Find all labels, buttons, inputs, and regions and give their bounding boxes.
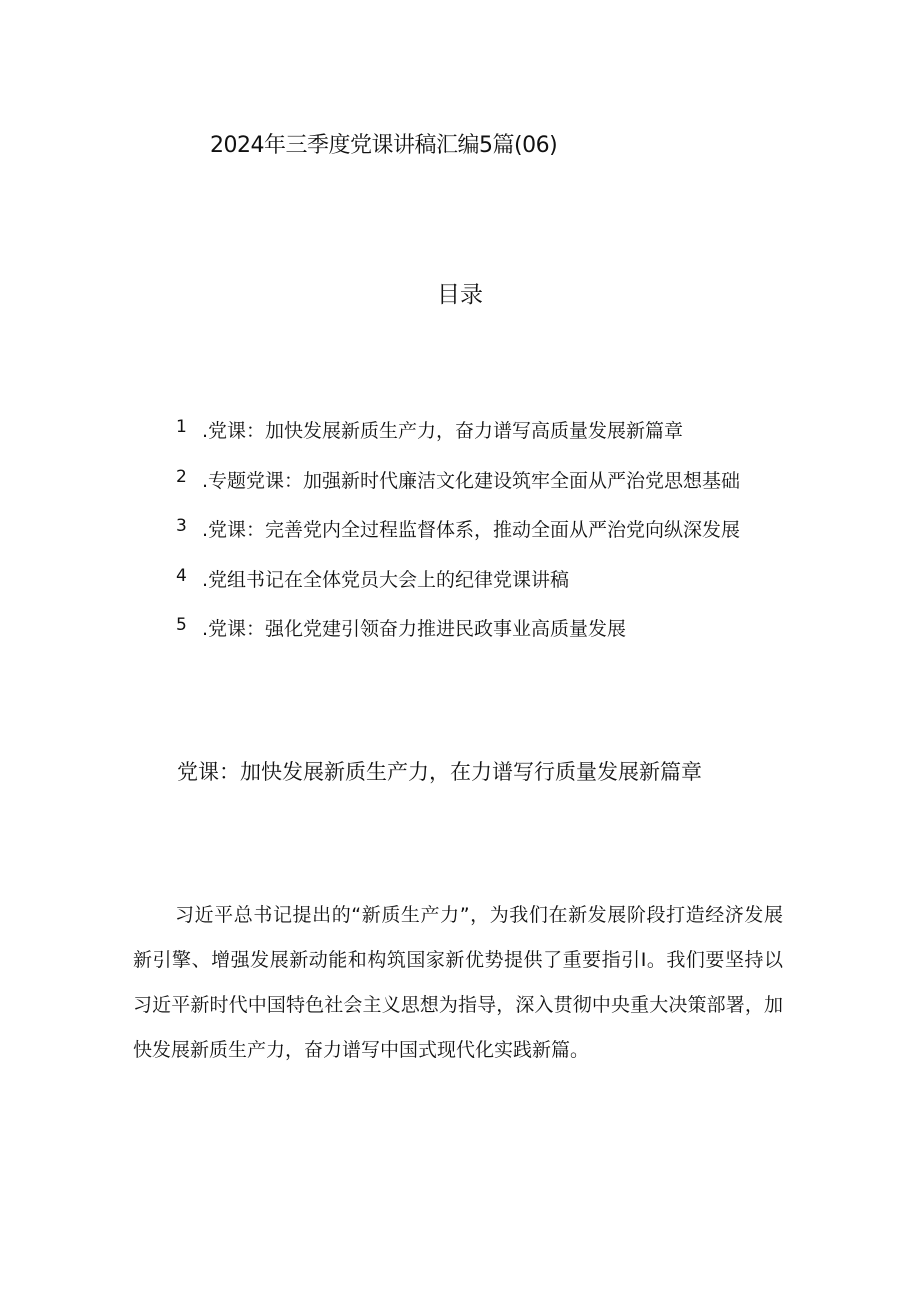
toc-item-number: 4 — [176, 565, 187, 586]
table-of-contents — [176, 416, 740, 664]
body-paragraph: 习近平总书记提出的“新质生产力”，为我们在新发展阶段打造经济发展新引擎、增强发展新动能和构筑国家新优势提供了重要指引I。我们要坚持以习近平新时代中国特色社会主义思想为指导，深入贯彻中央重大决策部署，加快发展新质生产力，奋力谱写中国式现代化实践新篇。 — [133, 904, 783, 1061]
toc-item — [176, 565, 740, 615]
toc-item-number: 3 — [176, 516, 187, 536]
document-title: 2024年三季度党课讲稿汇编5篇(06) — [210, 133, 558, 158]
toc-item-text: .党课：完善党内全过程监督体系，推动全面从严治党向纵深发展 — [202, 519, 741, 541]
toc-item-text: .党课：强化党建引领奋力推进民政事业高质量发展 — [202, 618, 627, 640]
toc-heading: 目录 — [437, 282, 483, 308]
toc-item-number: 5 — [176, 615, 187, 635]
toc-item — [176, 466, 740, 516]
toc-item-text: .党组书记在全体党员大会上的纪律党课讲稿 — [202, 568, 570, 591]
toc-item-text: .专题党课：加强新时代廉洁文化建设筑牢全面从严治党思想基础 — [202, 469, 741, 492]
toc-item-text: .党课：加快发展新质生产力，奋力谱写高质量发展新篇章 — [202, 420, 684, 442]
toc-item — [176, 416, 740, 466]
section-heading: 党课：加快发展新质生产力，在力谱写行质量发展新篇章 — [177, 760, 702, 784]
toc-item — [176, 614, 740, 664]
toc-item-number: 1 — [176, 417, 187, 437]
toc-item — [176, 515, 740, 565]
toc-item-number: 2 — [176, 466, 187, 487]
